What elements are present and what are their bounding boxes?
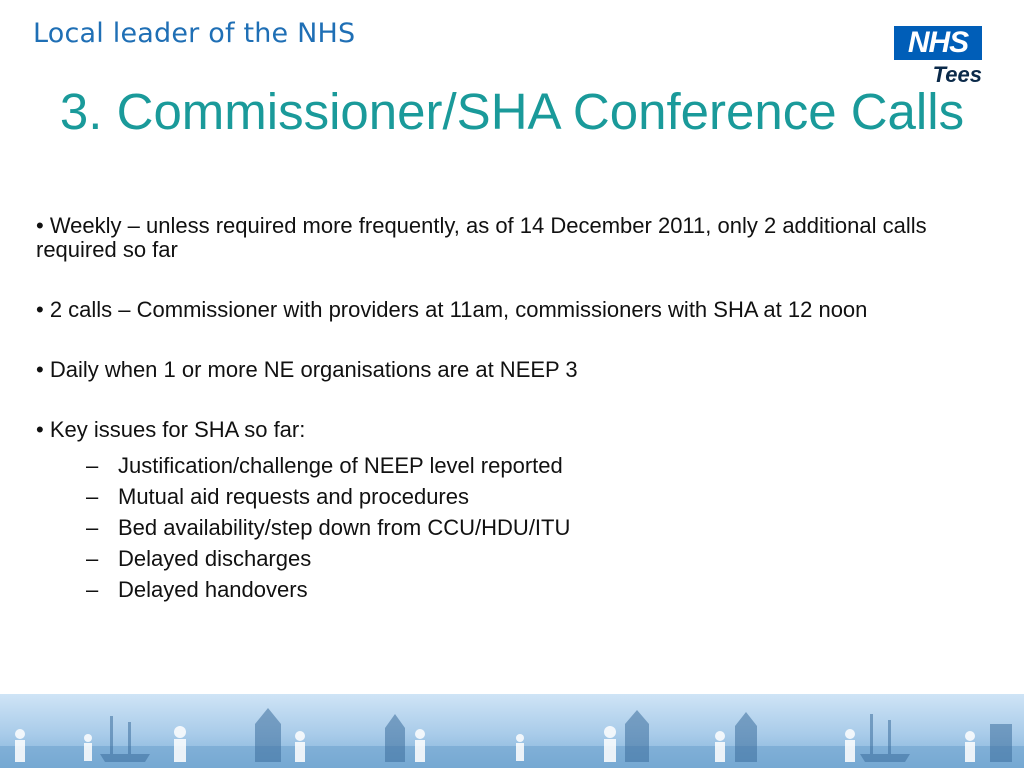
slide-body [36, 214, 956, 605]
list-item [86, 543, 956, 574]
dash-marker: – [86, 484, 99, 509]
bullet-daily: • Daily when 1 or more NE organisations are at NEEP 3 [36, 357, 578, 382]
dash-marker: – [86, 515, 99, 540]
sub-bullet-text: Justification/challenge of NEEP level reported [118, 453, 563, 478]
slide-title: 3. Commissioner/SHA Conference Calls [59, 83, 965, 140]
nhs-logo-trust-name: Tees [932, 62, 982, 87]
dash-marker: – [86, 453, 99, 478]
key-issues-list [36, 450, 956, 605]
bullet-key-issues: • Key issues for SHA so far: [36, 417, 306, 442]
dash-marker: – [86, 577, 99, 602]
list-item [86, 450, 956, 481]
sub-bullet-text: Mutual aid requests and procedures [118, 484, 469, 509]
nhs-tees-logo [894, 26, 982, 88]
dash-marker: – [86, 546, 99, 571]
footer-illustration [0, 694, 1024, 768]
header-tagline: Local leader of the NHS [33, 18, 356, 49]
nhs-logo-box: NHS [894, 26, 982, 60]
list-item [86, 574, 956, 605]
bullet-weekly: • Weekly – unless required more frequently, as of 14 December 2011, only 2 additional calls required so far [36, 213, 927, 262]
sub-bullet-text: Delayed discharges [118, 546, 312, 571]
bullet-two-calls: • 2 calls – Commissioner with providers at 11am, commissioners with SHA at 12 noon [36, 297, 868, 322]
list-item [86, 481, 956, 512]
sub-bullet-text: Delayed handovers [118, 577, 308, 602]
sub-bullet-text: Bed availability/step down from CCU/HDU/ITU [118, 515, 571, 540]
footer-banner-image [0, 694, 1024, 768]
list-item [86, 512, 956, 543]
